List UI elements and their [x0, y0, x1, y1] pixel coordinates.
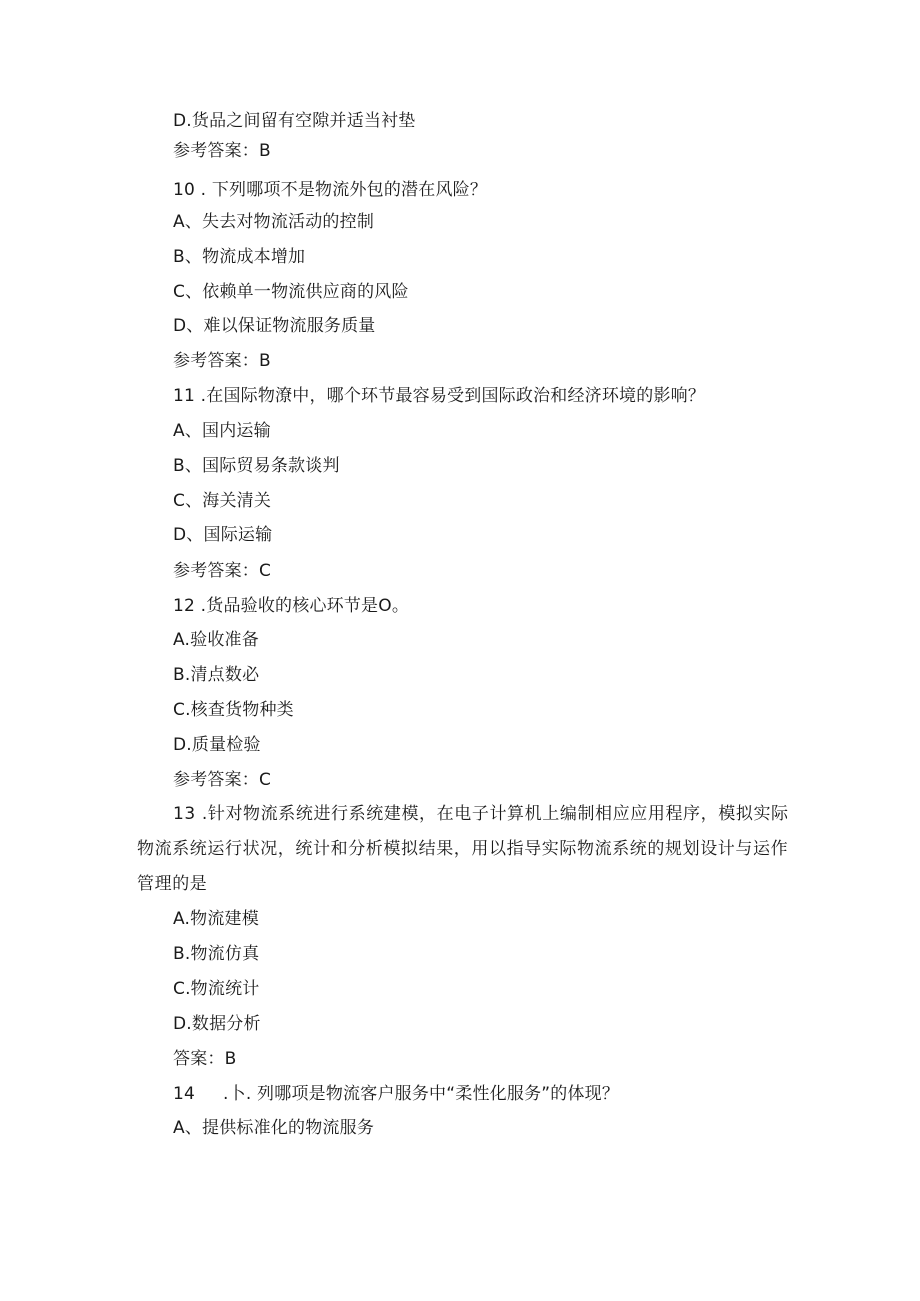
q10-option-c: C、依赖单一物流供应商的风险	[173, 282, 409, 302]
q12-option-a: A.验收准备	[173, 630, 259, 650]
q10-question: 10 . 下列哪项不是物流外包的潜在风险？	[173, 180, 488, 200]
q12-option-c: C.核查货物种类	[173, 700, 294, 720]
q11-option-d: D、国际运输	[173, 525, 273, 545]
q10-option-b: B、物流成本增加	[173, 247, 306, 267]
q11-question: 11 .在国际物潦中，哪个环节最容易受到国际政治和经济环境的影响？	[173, 386, 706, 406]
q10-answer: 参考答案：B	[173, 351, 271, 371]
q13-option-a: A.物流建模	[173, 909, 259, 929]
q14-question: 14 .卜. 列哪项是物流客户服务中“柔性化服务”的体现？	[173, 1084, 620, 1104]
q11-option-b: B、国际贸易条款谈判	[173, 456, 340, 476]
q13-option-b: B.物流仿真	[173, 944, 260, 964]
q11-option-c: C、海关清关	[173, 491, 272, 511]
q10-option-a: A、失去对物流活动的控制	[173, 212, 375, 232]
q12-question: 12 .货品验收的核心环节是O。	[173, 596, 410, 616]
q13-answer: 答案：B	[173, 1049, 237, 1069]
q12-option-b: B.清点数必	[173, 665, 260, 685]
q13-question: 13 .针对物流系统进行系统建模，在电子计算机上编制相应应用程序，模拟实际物流系统运行状况，统计和分析模拟结果，用以指导实际物流系统的规划设计与运作管理的是	[137, 804, 789, 894]
q12-answer: 参考答案：C	[173, 770, 272, 790]
q11-answer: 参考答案：C	[173, 561, 272, 581]
q13-option-c: C.物流统计	[173, 979, 260, 999]
q13-option-d: D.数据分析	[173, 1014, 261, 1034]
q11-option-a: A、国内运输	[173, 421, 271, 441]
q14-option-a: A、提供标准化的物流服务	[173, 1118, 375, 1138]
q9-option-d: D.货品之间留有空隙并适当衬垫	[173, 111, 416, 131]
q10-option-d: D、难以保证物流服务质量	[173, 316, 376, 336]
q12-option-d: D.质量检验	[173, 735, 261, 755]
q9-answer: 参考答案：B	[173, 141, 271, 161]
